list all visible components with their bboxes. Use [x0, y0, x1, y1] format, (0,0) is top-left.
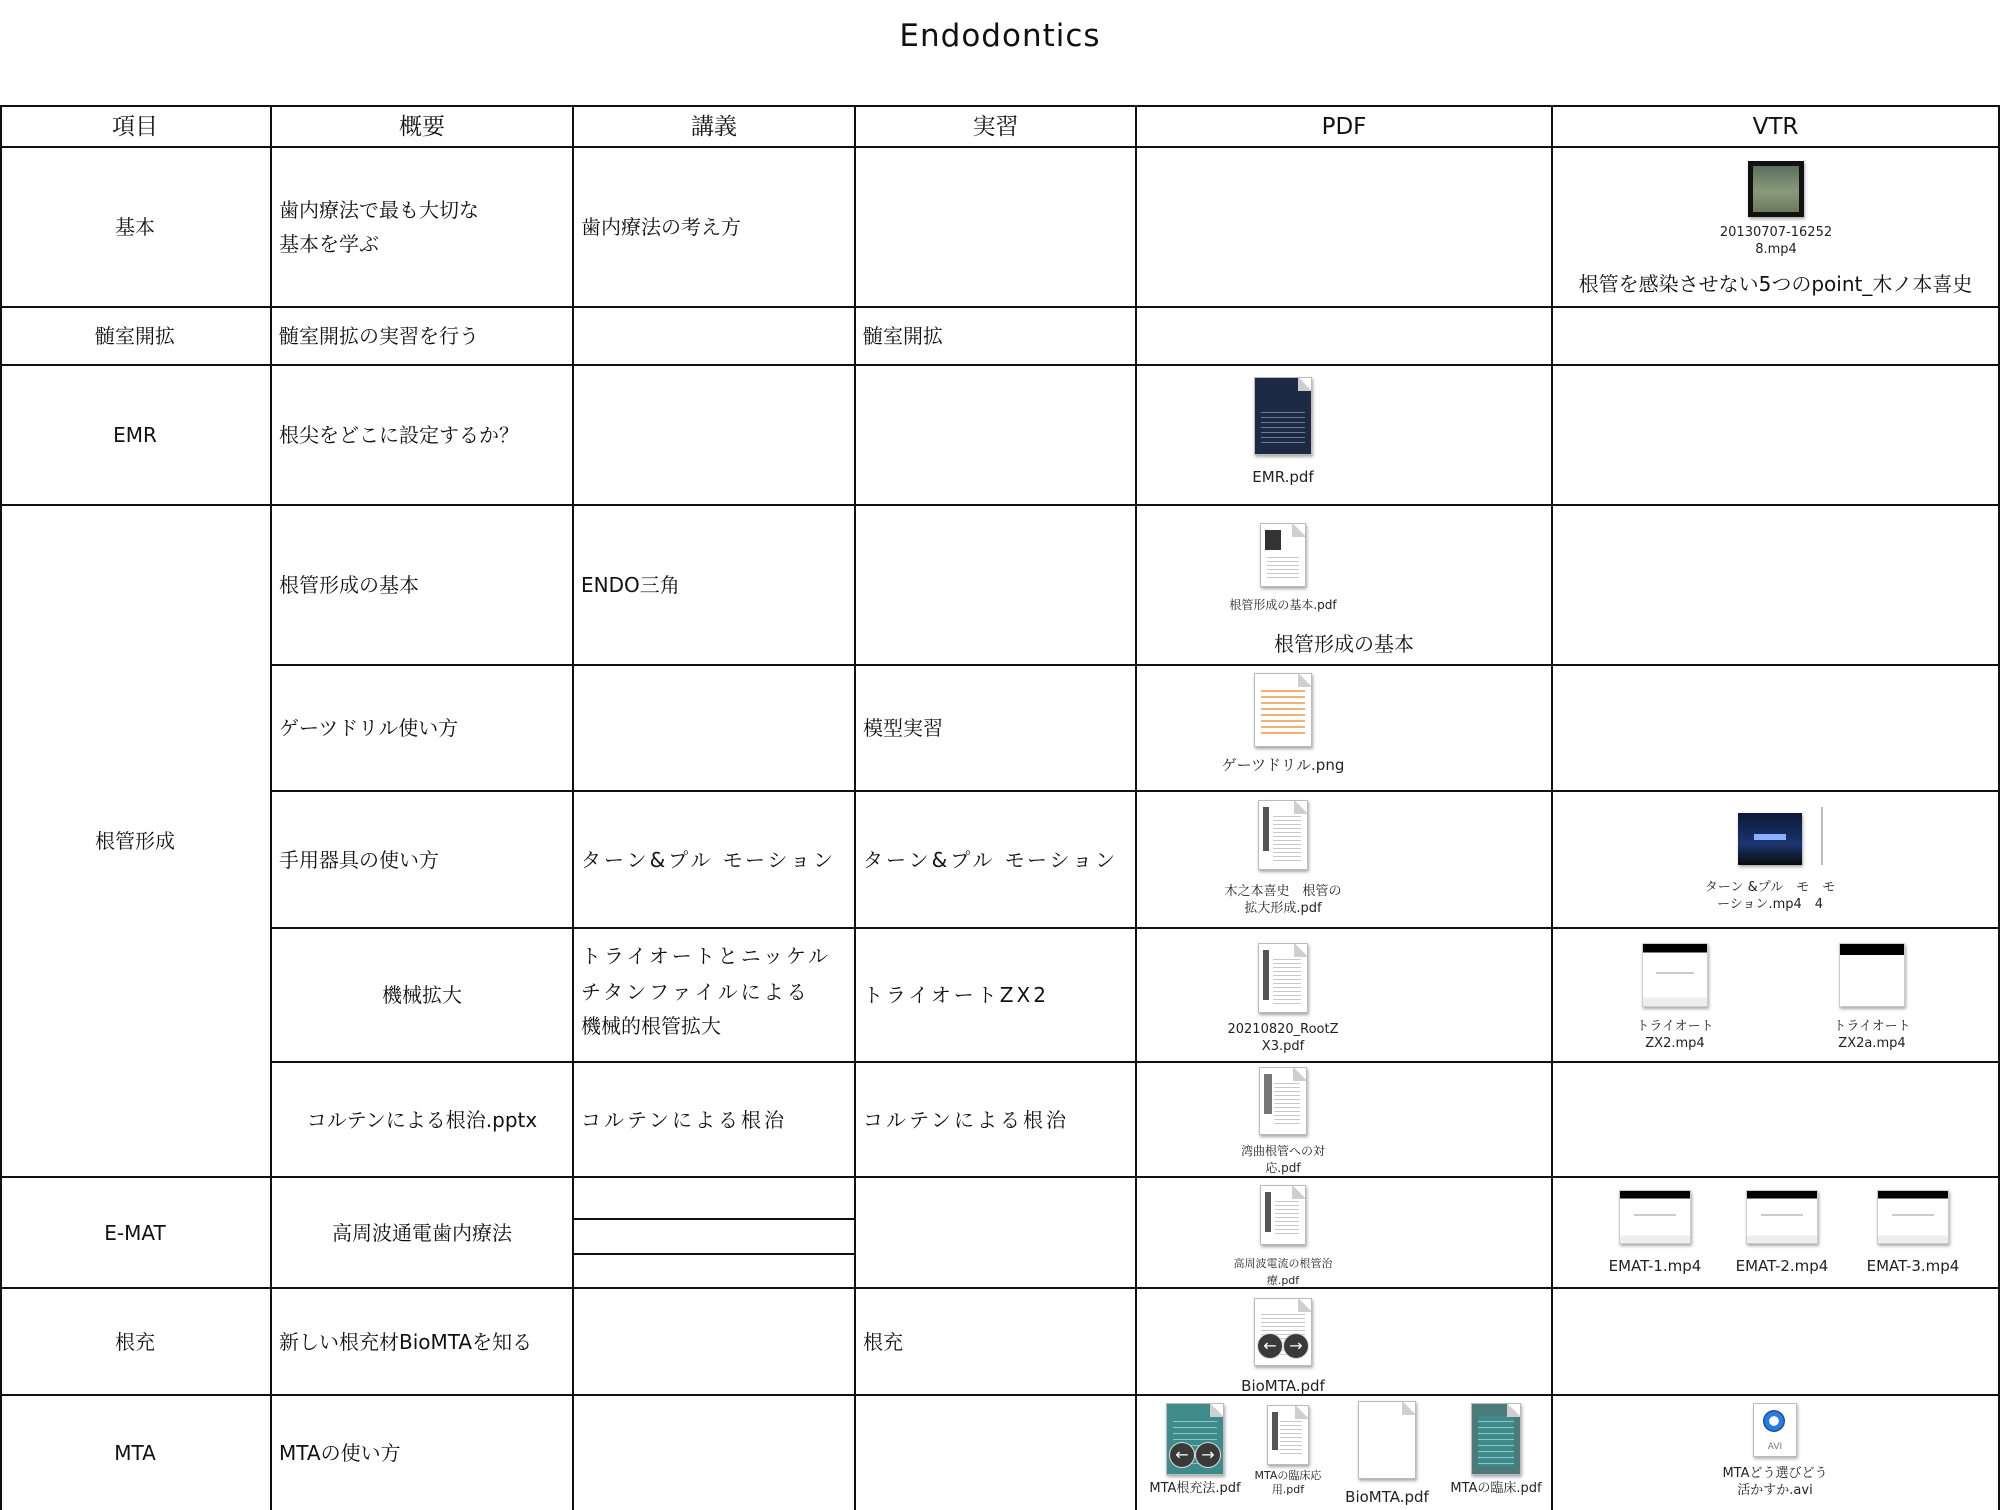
pdf-document-icon: [1260, 1185, 1306, 1245]
pdf-document-icon: [1358, 1401, 1416, 1479]
file-name: ゲーツドリル.png: [1221, 756, 1345, 774]
video-thumbnail-icon: [1619, 1190, 1691, 1244]
file-kihon-video[interactable]: [1700, 161, 1852, 258]
pdf-document-icon: [1267, 1405, 1309, 1465]
file-emat-pdf[interactable]: [1213, 1185, 1353, 1289]
row-emr-item: EMR: [113, 423, 157, 447]
pdf-document-icon: [1259, 1067, 1307, 1135]
file-name: 20130707-16252 8.mp4: [1719, 225, 1833, 257]
video-thumbnail-icon: [1746, 1190, 1818, 1244]
row-konkan-kihon-lecture: ENDO三角: [581, 573, 680, 597]
row-kihon-summary: 歯内療法で最も大切な 基本を学ぶ: [279, 198, 479, 256]
row-kihon-vtr-caption: 根管を感染させない5つのpoint_木ノ本喜史: [1578, 272, 1973, 296]
header-pdf: PDF: [1321, 113, 1367, 140]
file-machine-video-1[interactable]: [1625, 943, 1725, 1052]
nav-next-icon[interactable]: →: [1195, 1442, 1221, 1468]
row-machine-lecture-line2: チタンファイルによる: [581, 980, 810, 1004]
video-thumbnail-icon: [1839, 943, 1905, 1007]
pdf-document-icon: [1254, 1298, 1312, 1366]
row-emat-summary: 高周波通電歯内療法: [332, 1220, 512, 1245]
file-mta-pdf-2[interactable]: [1244, 1405, 1332, 1497]
row-korten-summary: コルテンによる根治.pptx: [306, 1107, 538, 1132]
file-name: MTA根充法.pdf: [1149, 1481, 1241, 1496]
file-konju-pdf[interactable]: [1228, 1298, 1338, 1395]
file-name: EMAT-1.mp4: [1608, 1257, 1702, 1275]
row-gates-summary: ゲーツドリル使い方: [279, 716, 459, 740]
video-thumbnail-icon: [1877, 1190, 1949, 1244]
row-mta-summary: MTAの使い方: [279, 1441, 401, 1465]
row-korten-practice: コルテンによる根治: [863, 1107, 1069, 1132]
pdf-document-icon: [1166, 1403, 1224, 1475]
pdf-document-icon: [1258, 943, 1308, 1013]
file-emat-video-2[interactable]: [1727, 1190, 1837, 1275]
row-hand-summary: 手用器具の使い方: [279, 847, 439, 872]
divider: [1821, 807, 1823, 865]
row-konkan-item: 根管形成: [95, 829, 175, 853]
file-hand-pdf[interactable]: [1208, 800, 1358, 917]
file-machine-video-2[interactable]: [1822, 943, 1922, 1052]
pdf-document-icon: [1258, 800, 1308, 870]
file-name: トライオート ZX2.mp4: [1636, 1019, 1714, 1051]
pdf-document-icon: [1260, 523, 1306, 587]
endodontics-table: [0, 105, 2000, 1510]
file-name: 高周波電流の根管治 療.pdf: [1233, 1257, 1333, 1287]
nav-prev-icon[interactable]: ←: [1169, 1442, 1195, 1468]
video-thumbnail-icon: [1738, 813, 1802, 865]
row-gates-practice: 模型実習: [863, 716, 943, 740]
file-name: EMAT-2.mp4: [1735, 1257, 1829, 1275]
nav-prev-icon[interactable]: ←: [1257, 1333, 1283, 1359]
pdf-document-icon: [1471, 1403, 1521, 1475]
row-machine-lecture-line1: トライオートとニッケル: [581, 944, 831, 968]
row-mta-item: MTA: [114, 1441, 156, 1465]
file-emat-video-3[interactable]: [1858, 1190, 1968, 1275]
file-name: ターン &プル モ モ ーション.mp4 4: [1704, 880, 1836, 912]
row-kihon-lecture: 歯内療法の考え方: [581, 215, 741, 239]
row-zuishitsu-item: 髄室開拡: [95, 324, 175, 348]
row-machine-summary: 機械拡大: [382, 983, 462, 1007]
row-zuishitsu-practice: 髄室開拡: [863, 324, 943, 348]
file-mta-pdf-4[interactable]: [1446, 1403, 1546, 1497]
row-hand-lecture: ターン&プル モーション: [581, 847, 837, 872]
row-korten-lecture: コルテンによる根治: [581, 1107, 787, 1132]
nav-next-icon[interactable]: →: [1283, 1333, 1309, 1359]
file-mta-video[interactable]: [1710, 1403, 1840, 1499]
image-document-icon: [1254, 673, 1312, 747]
file-korten-pdf[interactable]: [1223, 1067, 1343, 1177]
header-vtr: VTR: [1752, 113, 1799, 140]
row-konju-practice: 根充: [863, 1329, 903, 1354]
file-gates-png[interactable]: [1213, 673, 1353, 774]
video-thumbnail-icon: [1642, 943, 1708, 1007]
file-emr-pdf[interactable]: [1223, 377, 1343, 486]
row-kihon-item: 基本: [115, 215, 155, 239]
header-lecture: 講義: [691, 113, 737, 140]
file-konkan-kihon-pdf[interactable]: [1213, 523, 1353, 614]
header-summary: 概要: [399, 113, 445, 140]
file-name: 木之本喜史 根管の 拡大形成.pdf: [1224, 884, 1342, 916]
file-hand-video[interactable]: [1700, 813, 1840, 913]
row-zuishitsu-summary: 髄室開拡の実習を行う: [279, 324, 479, 348]
pdf-document-icon: [1254, 377, 1312, 455]
quicktime-file-icon: [1753, 1403, 1797, 1457]
header-practice: 実習: [972, 113, 1019, 140]
row-konkan-kihon-pdf-caption: 根管形成の基本: [1274, 632, 1414, 656]
file-mta-pdf-3[interactable]: [1342, 1401, 1432, 1506]
file-machine-pdf[interactable]: [1218, 943, 1348, 1055]
file-name: 根管形成の基本.pdf: [1229, 598, 1337, 612]
file-type-label: AVI: [1767, 1442, 1783, 1452]
row-emat-item: E-MAT: [104, 1220, 166, 1245]
file-name: トライオート ZX2a.mp4: [1833, 1019, 1911, 1051]
file-name: EMR.pdf: [1252, 468, 1314, 486]
file-name: BioMTA.pdf: [1241, 1377, 1325, 1395]
file-name: EMAT-3.mp4: [1866, 1257, 1960, 1275]
file-name: MTAの臨床応 用.pdf: [1254, 1469, 1322, 1496]
file-name: 湾曲根管への対 応.pdf: [1240, 1144, 1325, 1175]
page-title: Endodontics: [899, 18, 1101, 54]
row-konju-summary: 新しい根充材BioMTAを知る: [279, 1329, 533, 1354]
file-name: MTAどう選びどう 活かすか.avi: [1722, 1466, 1828, 1498]
row-konkan-kihon-summary: 根管形成の基本: [279, 573, 419, 597]
row-emr-summary: 根尖をどこに設定するか？: [279, 423, 519, 447]
file-emat-video-1[interactable]: [1600, 1190, 1710, 1275]
video-thumbnail-icon: [1748, 161, 1804, 217]
row-machine-practice: トライオートZX2: [863, 983, 1049, 1007]
file-name: MTAの臨床.pdf: [1450, 1481, 1542, 1496]
row-machine-lecture-line3: 機械的根管拡大: [581, 1014, 721, 1038]
row-konju-item: 根充: [115, 1329, 155, 1354]
file-mta-pdf-1[interactable]: [1145, 1403, 1245, 1497]
header-item: 項目: [112, 113, 158, 140]
file-name: BioMTA.pdf: [1345, 1488, 1429, 1506]
row-hand-practice: ターン&プル モーション: [863, 847, 1119, 872]
file-name: 20210820_RootZ X3.pdf: [1227, 1022, 1339, 1054]
